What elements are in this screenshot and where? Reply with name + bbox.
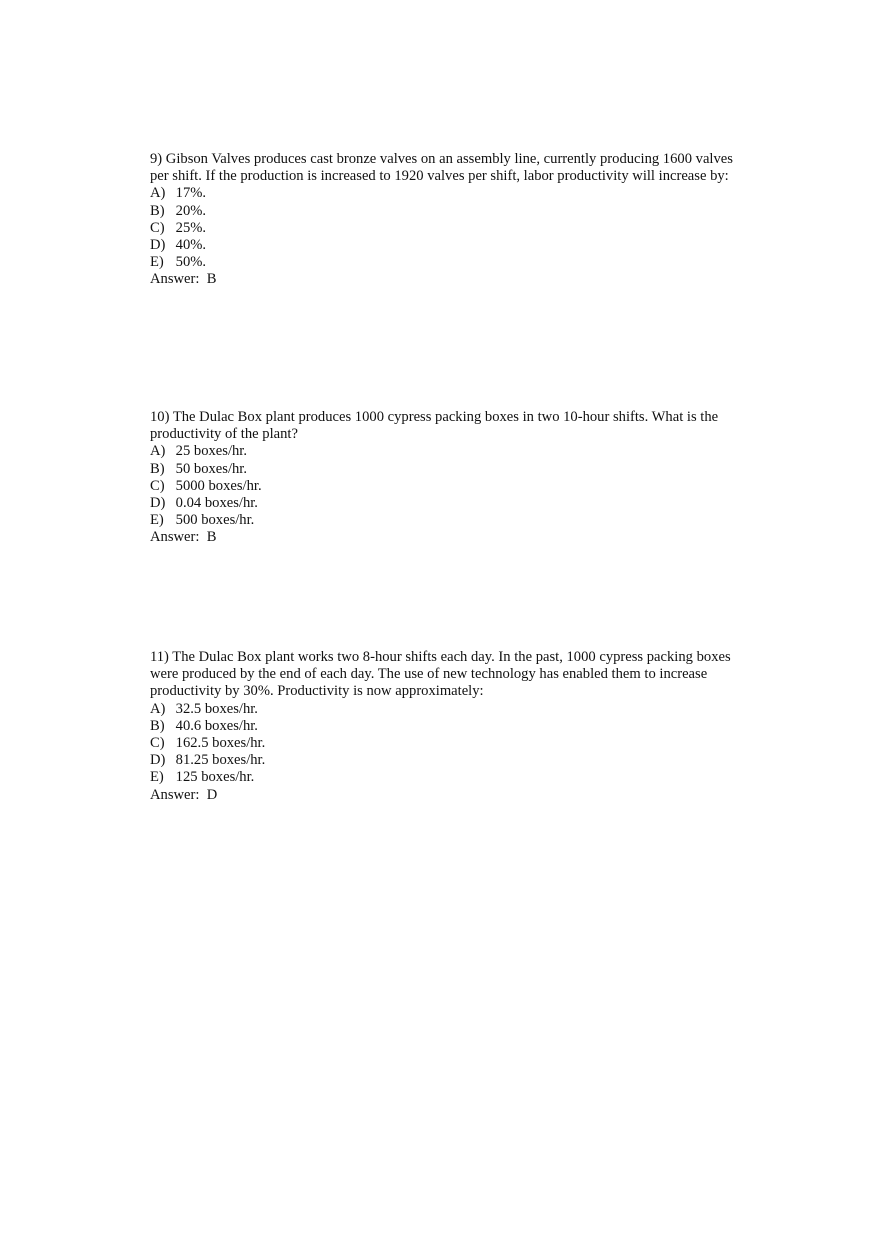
option-c <box>150 220 750 237</box>
answer-line: Answer: B <box>150 529 217 546</box>
option-b <box>150 203 750 220</box>
option-text: 25%. <box>175 219 207 236</box>
option-letter: A) <box>150 443 166 460</box>
option-text: 40.6 boxes/hr. <box>175 717 258 734</box>
option-text: 40%. <box>175 237 207 254</box>
answer-line: Answer: B <box>150 271 217 288</box>
option-text: 125 boxes/hr. <box>175 769 255 786</box>
option-letter: C) <box>150 219 165 236</box>
option-text: 5000 boxes/hr. <box>175 477 262 494</box>
option-d <box>150 237 750 254</box>
option-letter: D) <box>150 237 166 254</box>
question-stem: 10) The Dulac Box plant produces 1000 cypress packing boxes in two 10-hour shifts. What is the productivity of the plant? <box>150 409 719 443</box>
option-text: 32.5 boxes/hr. <box>175 700 258 717</box>
option-text: 162.5 boxes/hr. <box>175 735 266 752</box>
option-a <box>150 443 750 460</box>
option-text: 500 boxes/hr. <box>175 512 255 529</box>
option-c <box>150 478 750 495</box>
option-d <box>150 495 750 512</box>
option-letter: D) <box>150 752 166 769</box>
option-letter: B) <box>150 202 165 219</box>
option-letter: B) <box>150 717 165 734</box>
option-letter: E) <box>150 769 164 786</box>
option-text: 81.25 boxes/hr. <box>175 752 266 769</box>
option-e <box>150 512 750 529</box>
option-a <box>150 185 750 202</box>
option-text: 17%. <box>175 185 207 202</box>
option-c <box>150 735 750 752</box>
answer-options <box>150 185 750 271</box>
option-text: 25 boxes/hr. <box>175 443 247 460</box>
question-stem: 9) Gibson Valves produces cast bronze valves on an assembly line, currently producing 1600 valves per shift. If the production is increased to 1920 valves per shift, labor productivity will increase by: <box>150 151 733 185</box>
option-letter: E) <box>150 254 164 271</box>
option-text: 20%. <box>175 202 207 219</box>
answer-options <box>150 701 750 787</box>
option-b <box>150 461 750 478</box>
question-stem: 11) The Dulac Box plant works two 8-hour shifts each day. In the past, 1000 cypress packing boxes were produced by the end of each day. The use of new technology has enabled them to increase productivity by 30%. Productivity is now approximately: <box>150 649 731 700</box>
option-a <box>150 701 750 718</box>
question-11 <box>150 649 750 804</box>
option-b <box>150 718 750 735</box>
option-text: 50 boxes/hr. <box>175 460 247 477</box>
option-d <box>150 752 750 769</box>
option-text: 0.04 boxes/hr. <box>175 495 258 512</box>
option-letter: C) <box>150 477 165 494</box>
question-9 <box>150 151 750 289</box>
answer-line: Answer: D <box>150 786 218 803</box>
option-text: 50%. <box>175 254 207 271</box>
option-e <box>150 769 750 786</box>
option-letter: E) <box>150 512 164 529</box>
option-letter: A) <box>150 700 166 717</box>
question-10 <box>150 409 750 547</box>
option-e <box>150 254 750 271</box>
answer-options <box>150 443 750 529</box>
option-letter: B) <box>150 460 165 477</box>
option-letter: A) <box>150 185 166 202</box>
option-letter: D) <box>150 495 166 512</box>
option-letter: C) <box>150 735 165 752</box>
